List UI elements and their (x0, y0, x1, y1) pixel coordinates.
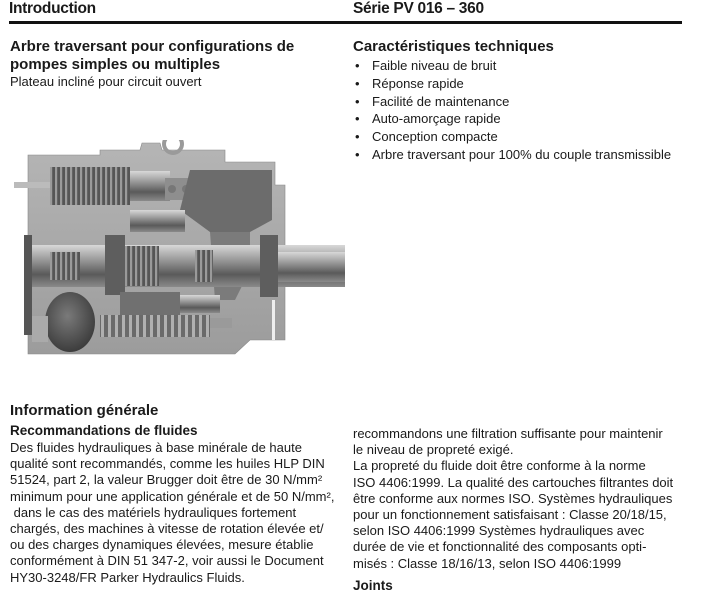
text-line: recommandons une filtration suffisante pour maintenir (353, 426, 663, 441)
text-line: qualité sont recommandés, comme les huiles HLP DIN (10, 456, 325, 472)
bullet-icon: • (355, 129, 360, 145)
feature-text: Facilité de maintenance (372, 93, 510, 109)
header-series-title: Série PV 016 – 360 (353, 0, 484, 17)
intro-title-line2: pompes simples ou multiples (10, 56, 221, 73)
features-title: Caractéristiques techniques (353, 38, 554, 55)
feature-item (353, 57, 703, 75)
fluids-paragraph-col1 (10, 440, 350, 586)
bullet-icon: • (355, 146, 360, 162)
text-line: durée de vie et fonctionnalité des composants opti- (353, 539, 647, 555)
features-list (353, 57, 703, 164)
text-line: La propreté du fluide doit être conforme à la norme (353, 458, 646, 474)
features-section (353, 38, 703, 164)
text-line: 51524, part 2, la valeur Brugger doit être de 30 N/mm² (10, 472, 323, 488)
text-line: misés : Classe 18/16/13, selon ISO 4406:1999 (353, 555, 622, 571)
feature-item (353, 128, 703, 146)
text-line: selon ISO 4406:1999 Systèmes hydrauliques avec (353, 523, 645, 539)
intro-subtitle: Plateau incliné pour circuit ouvert (10, 74, 202, 89)
text-line: ISO 4406:1999. La qualité des cartouches filtrantes doit (353, 474, 674, 490)
bullet-icon: • (355, 93, 360, 109)
header-rule (9, 21, 682, 24)
text-line: le niveau de propreté exigé. (353, 442, 514, 458)
text-line: ou des charges dynamiques élevées, mesure établie (10, 537, 314, 553)
fluids-recommendation-title: Recommandations de fluides (10, 423, 198, 438)
text-line: être conforme aux normes ISO. Systèmes hydrauliques (353, 490, 673, 506)
feature-item (353, 75, 703, 93)
pump-cutaway-illustration (10, 140, 345, 355)
text-line: minimum pour une application générale et de 50 N/mm², (10, 488, 335, 504)
bullet-icon: • (355, 111, 360, 127)
fluids-paragraph-col2 (353, 426, 693, 594)
header-section-title: Introduction (9, 0, 96, 17)
feature-item (353, 110, 703, 128)
feature-item (353, 146, 703, 164)
feature-text: Auto-amorçage rapide (372, 111, 501, 127)
feature-text: Réponse rapide (372, 75, 464, 91)
intro-title (10, 38, 350, 74)
feature-text: Arbre traversant pour 100% du couple transmissible (372, 146, 672, 162)
text-line: HY30-3248/FR Parker Hydraulics Fluids. (10, 569, 245, 585)
text-line: chargés, des machines à vitesse de rotation élevée et/ (10, 521, 324, 537)
bullet-icon: • (355, 58, 360, 73)
bullet-icon: • (355, 75, 360, 91)
text-line: pour un fonctionnement satisfaisant : Classe 20/18/15, (353, 507, 667, 523)
text-line: dans le cas des matériels hydrauliques fortement (10, 504, 297, 520)
intro-title-line1: Arbre traversant pour configurations de (10, 38, 295, 55)
text-line: conformément à DIN 51 347-2, voir aussi le Document (10, 553, 324, 569)
text-line: Des fluides hydrauliques à base minérale de haute (10, 440, 302, 455)
joints-title: Joints (353, 577, 393, 593)
general-info-title: Information générale (10, 402, 159, 419)
feature-text: Conception compacte (372, 129, 498, 145)
feature-text: Faible niveau de bruit (372, 58, 497, 73)
feature-item (353, 93, 703, 111)
